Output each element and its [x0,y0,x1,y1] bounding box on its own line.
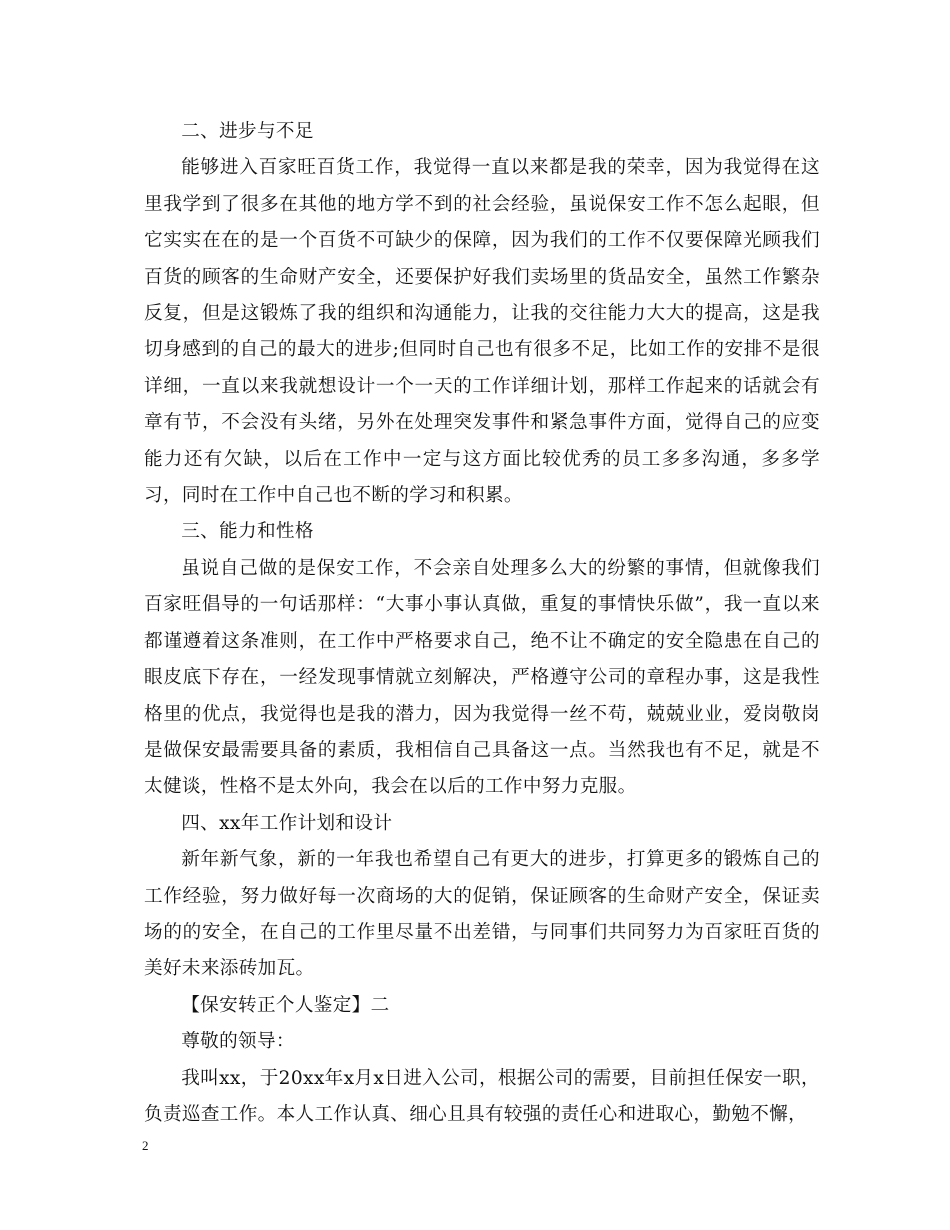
section-heading-plan: 四、xx年工作计划和设计 [181,812,393,834]
document-subtitle: 【保安转正个人鉴定】二 [181,994,390,1016]
paragraph-introduction: 我叫xx，于20xx年x月x日进入公司，根据公司的需要，目前担任保安一职，负责巡查工作。本人工作认真、细心且具有较强的责任心和进取心，勤勉不懈， [144,1067,820,1125]
salutation: 尊敬的领导： [181,1031,295,1053]
section-heading-progress: 二、进步与不足 [181,121,314,142]
document-body [144,114,820,1133]
paragraph-plan: 新年新气象，新的一年我也希望自己有更大的进步，打算更多的锻炼自己的工作经验，努力做好每一次商场的大的促销，保证顾客的生命财产安全，保证卖场的的安全，在自己的工作里尽量不出差错，与同事们共同努力为百家旺百货的美好未来添砖加瓦。 [144,849,820,980]
section-heading-ability: 三、能力和性格 [181,521,314,543]
paragraph-ability: 虽说自己做的是保安工作，不会亲自处理多么大的纷繁的事情，但就像我们百家旺倡导的一句话那样：“大事小事认真做，重复的事情快乐做”，我一直以来都谨遵着这条准则，在工作中严格要求自己，绝不让不确定的安全隐患在自己的眼皮底下存在，一经发现事情就立刻解决，严格遵守公司的章程办事，这是我性格里的优点，我觉得也是我的潜力，因为我觉得一丝不苟，兢兢业业，爱岗敬岗是做保安最需要具备的素质，我相信自己具备这一点。当然我也有不足，就是不太健谈，性格不是太外向，我会在以后的工作中努力克服。 [144,557,820,798]
paragraph-progress: 能够进入百家旺百货工作，我觉得一直以来都是我的荣幸，因为我觉得在这里我学到了很多在其他的地方学不到的社会经验，虽说保安工作不怎么起眼，但它实实在在的是一个百货不可缺少的保障，因为我们的工作不仅要保障光顾我们百货的顾客的生命财产安全，还要保护好我们卖场里的货品安全，虽然工作繁杂反复，但是这锻炼了我的组织和沟通能力，让我的交往能力大大的提高，这是我切身感到的自己的最大的进步;但同时自己也有很多不足，比如工作的安排不是很详细，一直以来我就想设计一个一天的工作详细计划，那样工作起来的话就会有章有节，不会没有头绪，另外在处理突发事件和紧急事件方面，觉得自己的应变能力还有欠缺，以后在工作中一定与这方面比较优秀的员工多多沟通，多多学习，同时在工作中自己也不断的学习和积累。 [144,157,820,507]
page-number: 2 [142,1138,149,1153]
